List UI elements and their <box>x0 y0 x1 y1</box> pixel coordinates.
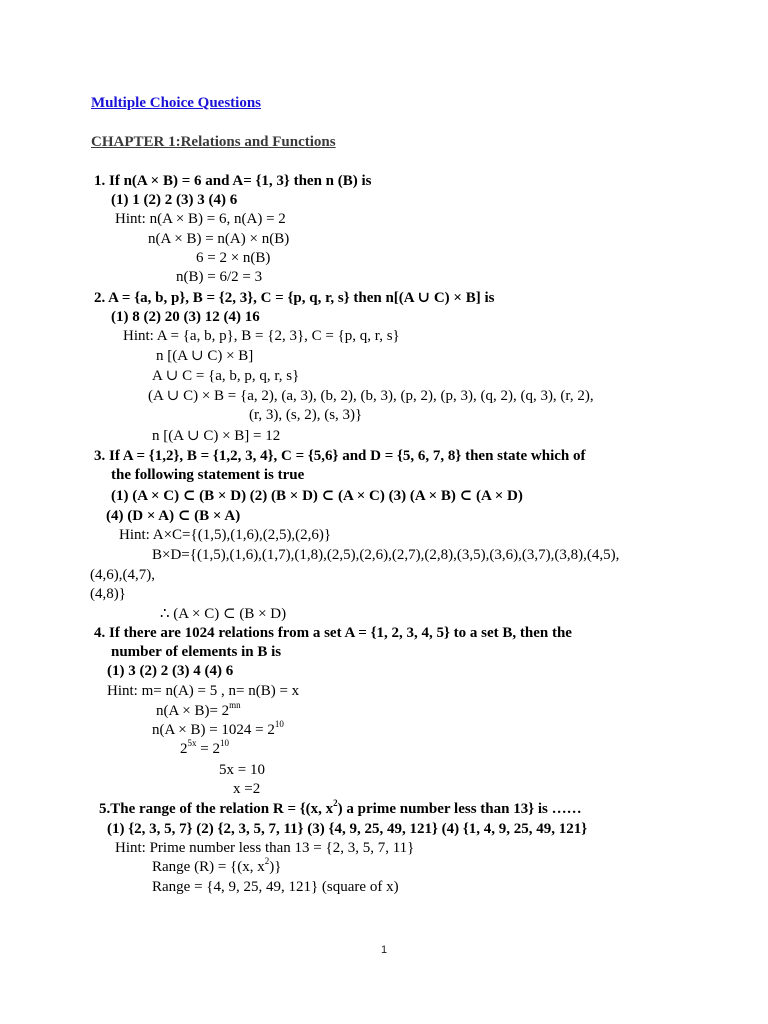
question-2-text: 2. A = {a, b, p}, B = {2, 3}, C = {p, q, r, s} then n[(A ∪ C) × B] is <box>94 290 495 306</box>
question-3-options: (4) (D × A) ⊂ (B × A) <box>106 508 241 524</box>
question-4-text: number of elements in B is <box>111 644 282 660</box>
question-2-hint-line: n [(A ∪ C) × B] <box>156 348 254 364</box>
question-1-text: 1. If n(A × B) = 6 and A= {1, 3} then n (B) is <box>94 173 372 189</box>
question-2-options: (1) 8 (2) 20 (3) 12 (4) 16 <box>111 309 260 325</box>
question-5-options: (1) {2, 3, 5, 7} (2) {2, 3, 5, 7, 11} (3) {4, 9, 25, 49, 121} (4) {1, 4, 9, 25, 49, 121} <box>107 821 588 837</box>
question-3-options: (1) (A × C) ⊂ (B × D) (2) (B × D) ⊂ (A × C) (3) (A × B) ⊂ (A × D) <box>111 488 523 504</box>
chapter-heading: CHAPTER 1:Relations and Functions <box>91 134 336 150</box>
question-1-hint-line: n(A × B) = n(A) × n(B) <box>148 231 290 247</box>
question-4-hint-line: 5x = 10 <box>219 762 265 778</box>
question-5-hint-line: Hint: Prime number less than 13 = {2, 3, 5, 7, 11} <box>115 840 415 856</box>
question-2-hint-line: A ∪ C = {a, b, p, q, r, s} <box>152 368 300 384</box>
question-5-hint-line: Range = {4, 9, 25, 49, 121} (square of x) <box>152 879 399 895</box>
question-1-hint-line: Hint: n(A × B) = 6, n(A) = 2 <box>115 211 286 227</box>
question-2-hint-line: Hint: A = {a, b, p}, B = {2, 3}, C = {p, q, r, s} <box>123 328 400 344</box>
question-1-options: (1) 1 (2) 2 (3) 3 (4) 6 <box>111 192 238 208</box>
question-3-hint-line: (4,8)} <box>90 586 126 602</box>
question-1-hint-line: n(B) = 6/2 = 3 <box>176 269 263 285</box>
question-4-hint-line: $n(A \times B) = 1024 = 2^{10}$ <box>152 719 284 738</box>
question-4-text: 4. If there are 1024 relations from a set A = {1, 2, 3, 4, 5} to a set B, then the <box>94 625 572 641</box>
question-3-text: 3. If A = {1,2}, B = {1,2, 3, 4}, C = {5,6} and D = {5, 6, 7, 8} then state which of <box>94 448 586 464</box>
question-4-hint-line: x =2 <box>233 781 261 797</box>
question-3-text: the following statement is true <box>111 467 305 483</box>
question-2-hint-line: (A ∪ C) × B = {a, 2), (a, 3), (b, 2), (b, 3), (p, 2), (p, 3), (q, 2), (q, 3), (r, 2), <box>148 388 594 404</box>
question-4-hint-line: $2^{5x} = 2^{10}$ <box>180 738 229 757</box>
question-4-hint-line: Hint: m= n(A) = 5 , n= n(B) = x <box>107 683 300 699</box>
question-3-hint-line: B×D={(1,5),(1,6),(1,7),(1,8),(2,5),(2,6),(2,7),(2,8),(3,5),(3,6),(3,7),(3,8),(4,5), <box>152 547 620 563</box>
question-5-hint-line: Range (R) = {(x, $x^2$)} <box>152 856 282 875</box>
question-3-hint-line: ∴ (A × C) ⊂ (B × D) <box>160 606 287 622</box>
document-title: Multiple Choice Questions <box>91 95 262 111</box>
question-2-hint-line: n [(A ∪ C) × B] = 12 <box>152 428 281 444</box>
question-2-hint-line: (r, 3), (s, 2), (s, 3)} <box>249 407 363 423</box>
question-1-hint-line: 6 = 2 × n(B) <box>196 250 271 266</box>
question-3-hint-line: Hint: A×C={(1,5),(1,6),(2,5),(2,6)} <box>119 527 332 543</box>
question-4-options: (1) 3 (2) 2 (3) 4 (4) 6 <box>107 663 234 679</box>
question-5-text: 5.The range of the relation R = {(x, $x^2$) a prime number less than 13} is …… <box>99 798 582 817</box>
page-number: 1 <box>380 944 388 956</box>
question-3-hint-line: (4,6),(4,7), <box>90 567 155 583</box>
question-4-hint-line: $n(A \times B)= 2^{mn}$ <box>156 700 241 719</box>
